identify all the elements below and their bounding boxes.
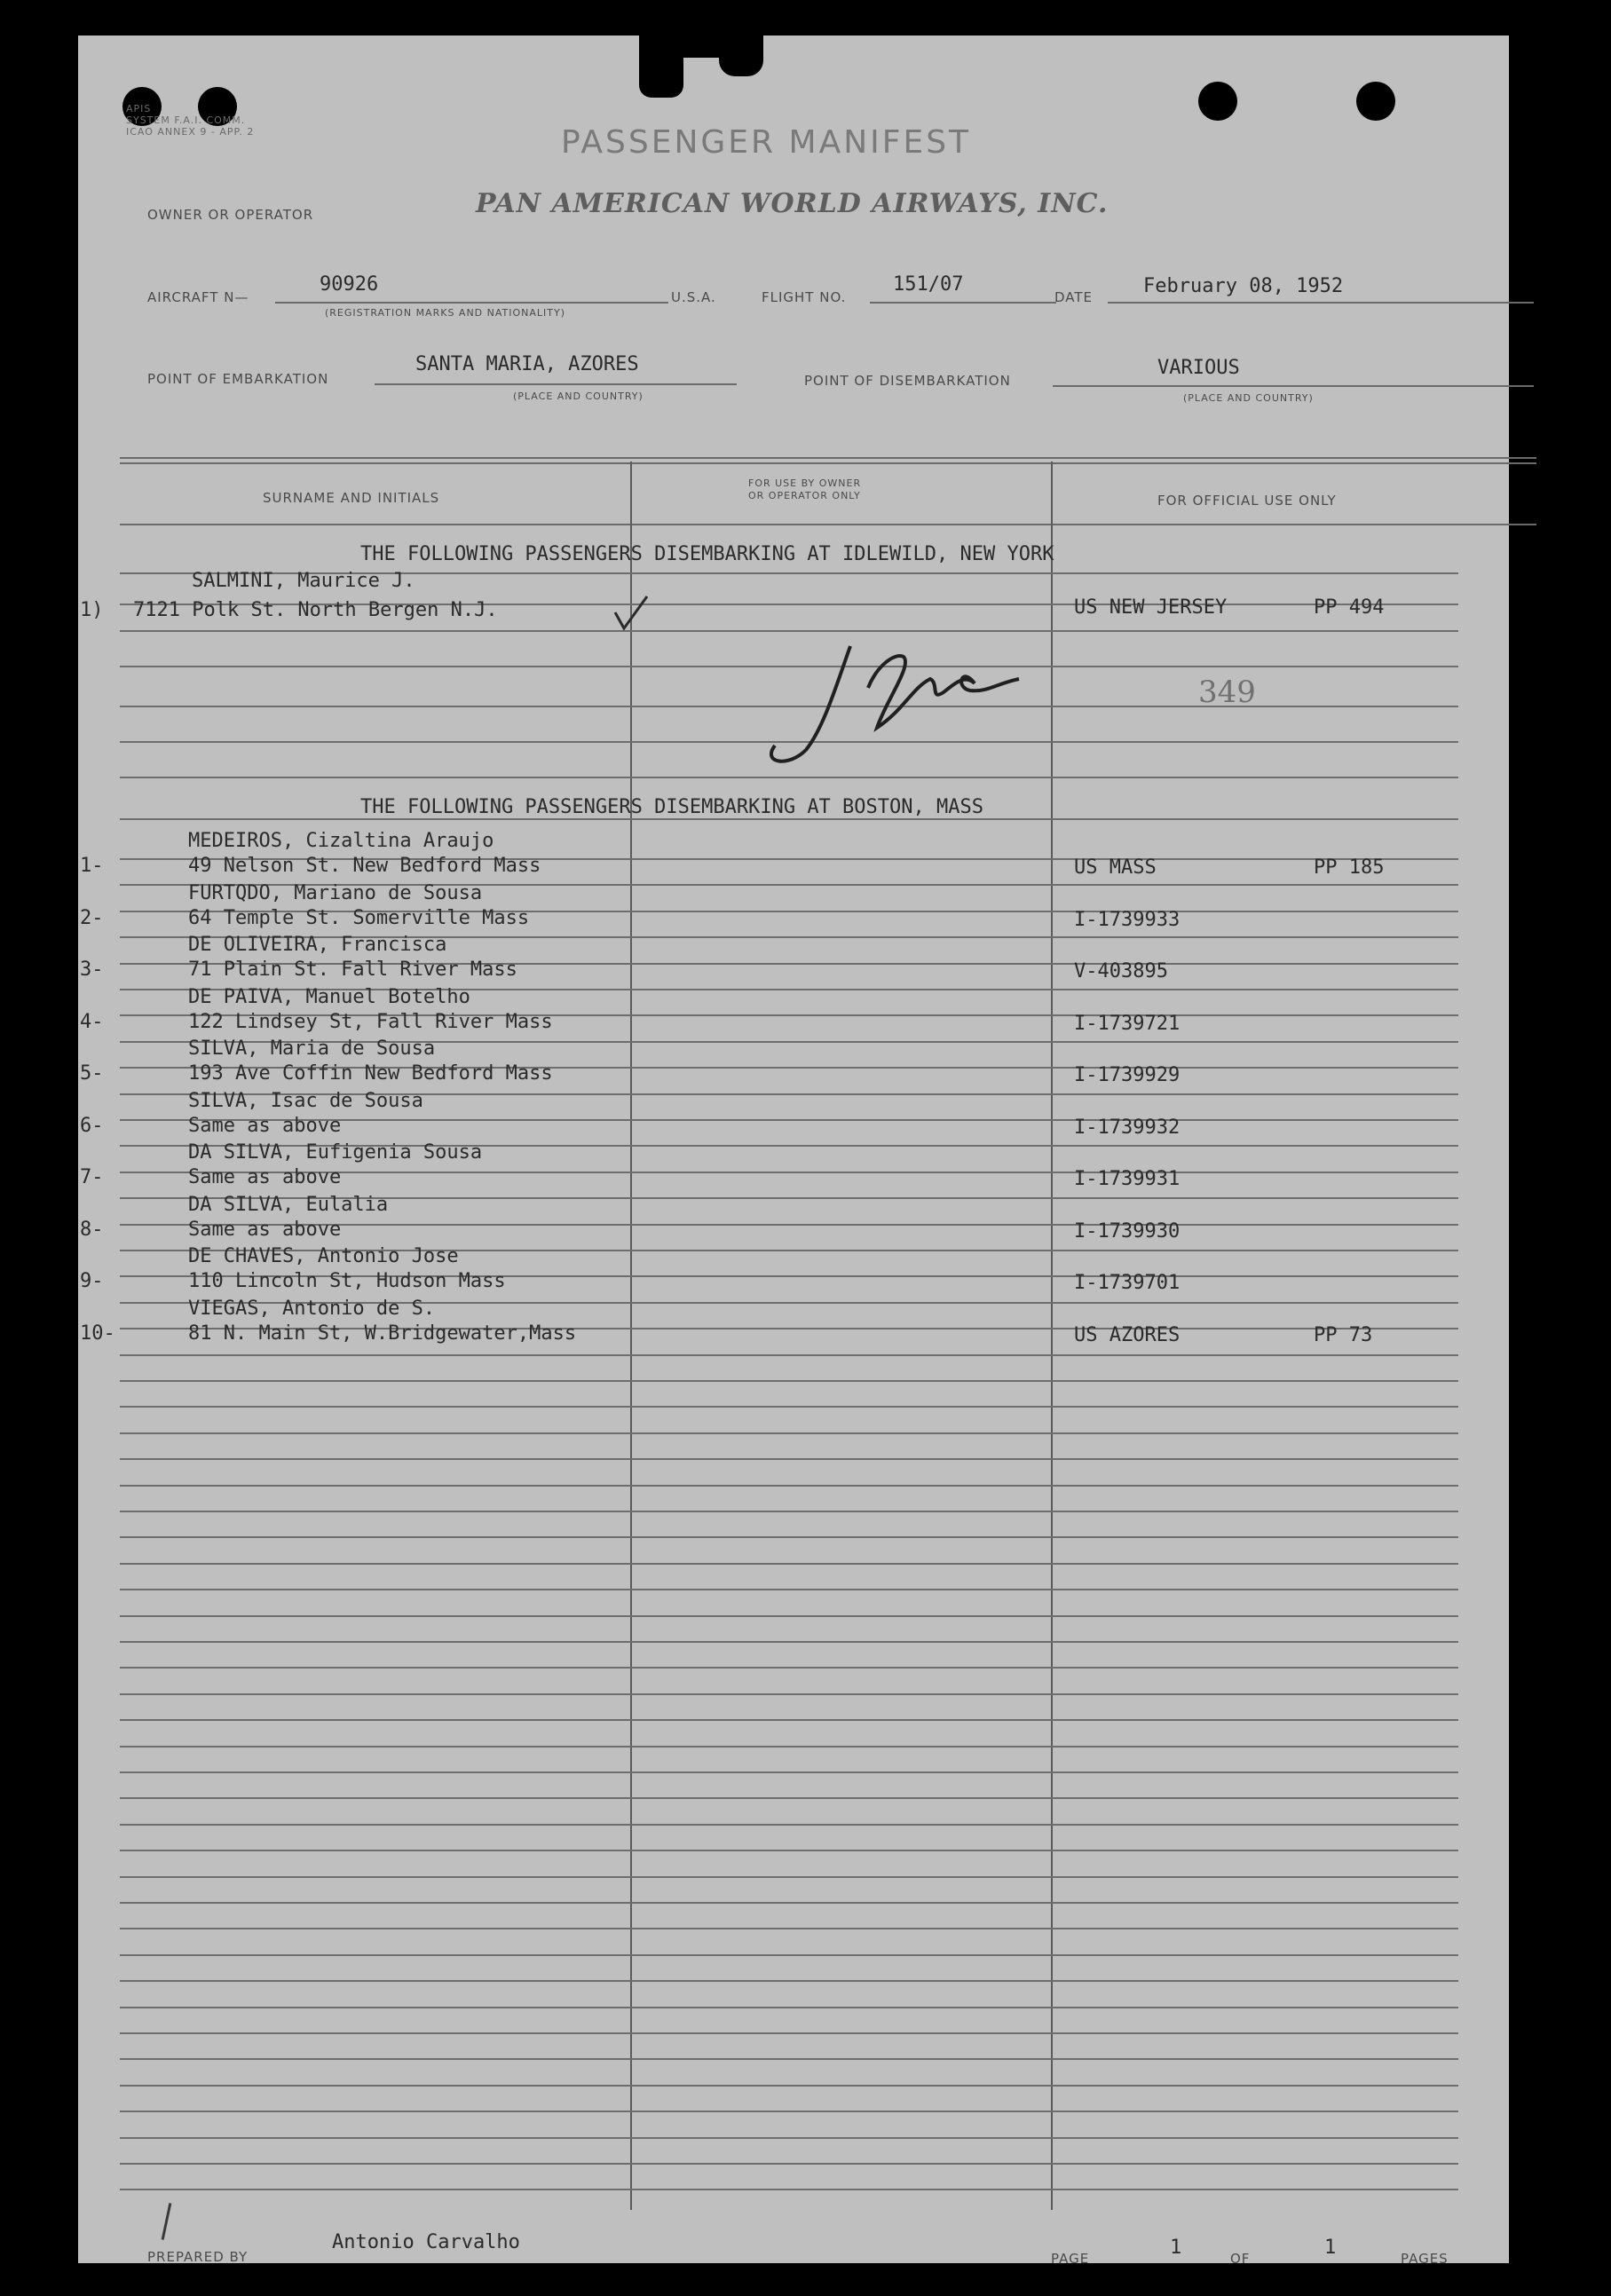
- section-heading-idlewild: THE FOLLOWING PASSENGERS DISEMBARKING AT IDLEWILD, NEW YORK: [360, 543, 1054, 565]
- passenger-pp: PP 73: [1314, 1324, 1373, 1346]
- page-label: PAGE: [1051, 2251, 1090, 2267]
- form-code-line: SYSTEM F.A.I. COMM.: [126, 114, 246, 126]
- passenger-name: DE OLIVEIRA, Francisca: [188, 934, 447, 956]
- ruled-line: [120, 2085, 1458, 2087]
- passenger-address: 64 Temple St. Somerville Mass: [188, 907, 530, 929]
- col-header-owner-use-line: FOR USE BY OWNER: [748, 477, 862, 489]
- ruled-line: [120, 1380, 1458, 1382]
- ruled-line: [120, 1954, 1458, 1956]
- passenger-address: Same as above: [188, 1115, 342, 1137]
- disembark-sublabel: (PLACE AND COUNTRY): [1183, 392, 1314, 404]
- passenger-name: SILVA, Isac de Sousa: [188, 1090, 423, 1112]
- header-rule-top2: [120, 462, 1536, 464]
- passenger-pp: PP 185: [1314, 856, 1385, 879]
- form-code: [126, 103, 254, 138]
- aircraft-value: 90926: [320, 273, 379, 296]
- ruled-line: [120, 1797, 1458, 1799]
- passenger-address: 7121 Polk St. North Bergen N.J.: [133, 599, 498, 621]
- pages-label: PAGES: [1401, 2251, 1449, 2267]
- ruled-line: [120, 1458, 1458, 1460]
- form-code-line: ICAO ANNEX 9 - APP. 2: [126, 126, 255, 138]
- passenger-name: DA SILVA, Eulalia: [188, 1194, 389, 1216]
- disembark-underline: [1053, 385, 1534, 387]
- ruled-line: [120, 1406, 1458, 1408]
- ruled-line: [120, 1641, 1458, 1643]
- prepared-value: Antonio Carvalho: [332, 2231, 520, 2253]
- ruled-line: [120, 2163, 1458, 2165]
- ruled-line: [120, 1980, 1458, 1982]
- ruled-line: [120, 1485, 1458, 1487]
- passenger-number: 1-: [80, 855, 104, 877]
- ruled-line: [120, 1563, 1458, 1565]
- header-rule-top: [120, 457, 1536, 459]
- passenger-official: I-1739931: [1074, 1168, 1181, 1190]
- flight-value: 151/07: [893, 273, 964, 296]
- passenger-official: I-1739932: [1074, 1116, 1181, 1139]
- passenger-official: I-1739701: [1074, 1272, 1181, 1294]
- usa-label: U.S.A.: [671, 289, 716, 305]
- date-label: DATE: [1054, 289, 1094, 305]
- passenger-address: 193 Ave Coffin New Bedford Mass: [188, 1062, 553, 1085]
- prepared-label: PREPARED BY: [147, 2249, 249, 2265]
- torn-notch: [659, 36, 744, 58]
- date-underline: [1108, 302, 1534, 304]
- passenger-number: 8-: [80, 1219, 104, 1241]
- passenger-name: MEDEIROS, Cizaltina Araujo: [188, 830, 494, 852]
- ruled-line: [120, 1902, 1458, 1904]
- passenger-address: Same as above: [188, 1219, 342, 1241]
- embark-sublabel: (PLACE AND COUNTRY): [513, 391, 644, 402]
- ruled-line: [120, 1824, 1458, 1826]
- col-header-owner-use: [748, 477, 861, 502]
- passenger-official: US AZORES: [1074, 1324, 1181, 1346]
- ruled-line: [120, 1589, 1458, 1590]
- col-header-official: FOR OFFICIAL USE ONLY: [1157, 493, 1337, 509]
- passenger-number: 3-: [80, 959, 104, 981]
- passenger-name: DA SILVA, Eufigenia Sousa: [188, 1141, 483, 1164]
- passenger-name: SILVA, Maria de Sousa: [188, 1038, 436, 1060]
- ruled-line: [120, 1771, 1458, 1773]
- embark-label: POINT OF EMBARKATION: [147, 371, 329, 387]
- column-divider-1: [630, 462, 632, 2210]
- disembark-value: VARIOUS: [1157, 357, 1240, 379]
- passenger-address: 71 Plain St. Fall River Mass: [188, 959, 517, 981]
- passenger-official: US MASS: [1074, 856, 1157, 879]
- passenger-address: 49 Nelson St. New Bedford Mass: [188, 855, 541, 877]
- passenger-official: V-403895: [1074, 960, 1168, 982]
- ruled-line: [120, 1928, 1458, 1929]
- ruled-line: [120, 1667, 1458, 1669]
- passenger-address: 122 Lindsey St, Fall River Mass: [188, 1011, 553, 1033]
- ruled-line: [120, 1536, 1458, 1538]
- checkmark-icon: [613, 593, 649, 633]
- ruled-line: [120, 1511, 1458, 1512]
- passenger-address: 110 Lincoln St, Hudson Mass: [188, 1270, 506, 1292]
- passenger-name: DE CHAVES, Antonio Jose: [188, 1245, 459, 1267]
- passenger-official: I-1739929: [1074, 1064, 1181, 1086]
- column-divider-2: [1051, 462, 1053, 2210]
- embark-value: SANTA MARIA, AZORES: [415, 353, 639, 375]
- ruled-line: [120, 2189, 1458, 2190]
- col-header-surname: SURNAME AND INITIALS: [263, 490, 440, 506]
- of-value: 1: [1324, 2237, 1337, 2259]
- disembark-label: POINT OF DISEMBARKATION: [804, 373, 1011, 389]
- form-title: PASSENGER MANIFEST: [561, 124, 972, 161]
- ruled-line: [120, 1719, 1458, 1721]
- flight-label: FLIGHT NO.: [762, 289, 847, 305]
- aircraft-sublabel: (REGISTRATION MARKS AND NATIONALITY): [325, 307, 566, 319]
- flight-underline: [870, 302, 1056, 304]
- passenger-official: I-1739930: [1074, 1220, 1181, 1243]
- manifest-page: [78, 36, 1509, 2267]
- form-code-line: APIS: [126, 103, 152, 114]
- section-heading-boston: THE FOLLOWING PASSENGERS DISEMBARKING AT BOSTON, MASS: [360, 796, 983, 818]
- col-header-owner-use-line: OR OPERATOR ONLY: [748, 490, 861, 501]
- ruled-line: [120, 2007, 1458, 2008]
- passenger-number: 5-: [80, 1062, 104, 1085]
- passenger-number: 1): [80, 599, 104, 621]
- passenger-number: 6-: [80, 1115, 104, 1137]
- passenger-number: 10-: [80, 1322, 115, 1345]
- ruled-line: [120, 1693, 1458, 1695]
- ruled-line: [120, 1850, 1458, 1851]
- passenger-address: Same as above: [188, 1166, 342, 1188]
- header-rule-bottom: [120, 524, 1536, 525]
- aircraft-underline: [275, 302, 668, 304]
- ruled-line: [120, 1354, 1458, 1356]
- punch-hole: [1198, 82, 1237, 121]
- owner-label: OWNER OR OPERATOR: [147, 207, 314, 223]
- ruled-line: [120, 2111, 1458, 2112]
- pen-mark: [162, 2203, 172, 2240]
- ruled-line: [120, 1876, 1458, 1878]
- ruled-line: [120, 2058, 1458, 2060]
- ruled-line: [120, 2137, 1458, 2139]
- signature-mark: [753, 604, 1028, 772]
- embark-underline: [375, 383, 737, 385]
- of-label: OF: [1230, 2251, 1251, 2267]
- aircraft-label: AIRCRAFT N—: [147, 289, 249, 305]
- passenger-official: I-1739933: [1074, 909, 1181, 931]
- passenger-name: FURTQDO, Mariano de Sousa: [188, 882, 483, 904]
- passenger-official: I-1739721: [1074, 1013, 1181, 1035]
- passenger-name: DE PAIVA, Manuel Botelho: [188, 986, 470, 1008]
- passenger-number: 9-: [80, 1270, 104, 1292]
- passenger-pp: PP 494: [1314, 596, 1385, 619]
- passenger-number: 2-: [80, 907, 104, 929]
- stamp-number: 349: [1198, 675, 1256, 710]
- ruled-line: [120, 2032, 1458, 2034]
- airline-name: PAN AMERICAN WORLD AIRWAYS, INC.: [476, 188, 1109, 219]
- passenger-name: SALMINI, Maurice J.: [192, 570, 415, 592]
- passenger-name: VIEGAS, Antonio de S.: [188, 1298, 436, 1320]
- ruled-line: [120, 777, 1458, 778]
- ruled-line: [120, 818, 1458, 820]
- ruled-line: [120, 1615, 1458, 1617]
- ruled-line: [120, 1746, 1458, 1748]
- page-value: 1: [1170, 2237, 1182, 2259]
- passenger-number: 4-: [80, 1011, 104, 1033]
- passenger-address: 81 N. Main St, W.Bridgewater,Mass: [188, 1322, 577, 1345]
- punch-hole: [1356, 82, 1395, 121]
- date-value: February 08, 1952: [1143, 275, 1344, 297]
- ruled-line: [120, 1432, 1458, 1434]
- passenger-number: 7-: [80, 1166, 104, 1188]
- passenger-official: US NEW JERSEY: [1074, 596, 1228, 619]
